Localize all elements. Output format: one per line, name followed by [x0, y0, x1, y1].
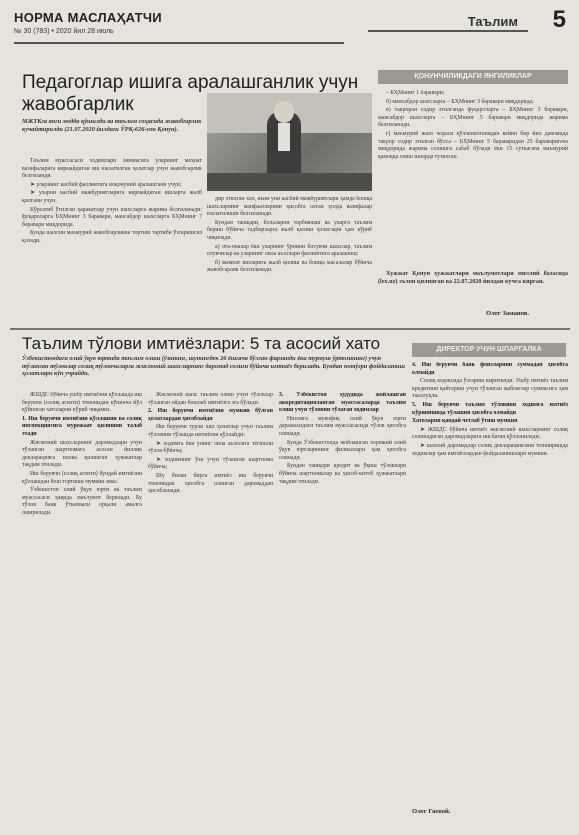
- article1-note-text: Хужжат Қонун ҳужжатлари маълумотлари миллий базасида (lex.uz) эълон қилинган ва 22.07.2020 йилдан кучга кирган.: [378, 270, 568, 285]
- article2-paragraph: ➤ ходимнинг ўзи учун тўланган шартнома бўйича;: [148, 456, 273, 471]
- article2-subheading: 4. Иш берувчи банк фоизларини суммадан ҳисобга олмайди: [412, 362, 568, 376]
- article1-paragraph: Таълим муассасаси ходимлари зиммасига уларнинг меҳнат вазифаларига кирмайдиган иш юклатилган ҳолатлар учун жавобгарлик белгиланди.: [22, 158, 202, 180]
- article2-title: Таълим тўлови имтиёзлари: 5 та асосий хато: [22, 334, 381, 353]
- article1-paragraph: а) ота-оналар ёки уларнинг ўрнини босувчи шахслар, таълим олувчилар ва уларнинг оила аъзолари фаолиятига аралашиш;: [207, 243, 372, 258]
- article2-subheading: 2. Иш берувчи имтиёзни мумкин бўлган ҳолатлардан ҳисоблайди: [148, 408, 273, 422]
- photo-person-head: [274, 101, 294, 123]
- article1-paragraph: б) мансабдор шахсларга – БҲМнинг 3 баравари миқдорида;: [386, 98, 534, 105]
- article1-lead: МЖТКга янги модда қўшилди ва таълим соҳасида жавобгарлик кучайтирилди (21.07.2020 йилдаги ЎРҚ-626-сон Қонун).: [22, 118, 202, 133]
- article1-paragraph: г) маъмурий жазо чораси қўлланилганидан кейин бир йил давомида такрор содир этилган бўлса – БҲМнинг 5 бараваридан 25 бараваригача миқдорида жарима солишга сабаб бўлади ёки 15 суткагача маъмурий қамоққа олиш назарда тутилган.: [378, 130, 568, 160]
- article1-paragraph: в) такроран содир этилганда фуқароларга – БҲМнинг 3 баравари, мансабдор шахсларга – БҲМнинг 5 баравари миқдорида жарима белгиланади.: [378, 107, 568, 129]
- article2-paragraph: Жисмоний шахсларнинг даромадлари учун тўланган шартномага асосан йиллик декларацияга илова қилинган ҳужжатлар тақдим этилади.: [22, 439, 142, 469]
- masthead-rule: [14, 42, 344, 44]
- article2-column-4: [412, 362, 568, 802]
- article1-column-1: [22, 158, 202, 324]
- article2-paragraph: Шу билан бирга имтиёз иш берувчи томонидан ҳисобга олинган даромаддан ҳисобланади.: [148, 472, 273, 495]
- article1-photo: [207, 93, 372, 191]
- article2-paragraph: Жисмоний шахс таълим олиш учун тўловлар тўланган ойдан бошлаб имтиёзга эга бўлади.: [148, 392, 273, 406]
- article1-author: Олег Заманов.: [486, 310, 530, 317]
- issue-info: № 30 (783) • 2020 йил 28 июль: [14, 28, 114, 35]
- article2-column-1: [22, 392, 142, 827]
- article2-column-3: [279, 392, 406, 827]
- article1-note: [378, 270, 568, 304]
- article1-paragraph: – БҲМнинг 1 баравари;: [386, 90, 445, 96]
- photo-desk: [207, 173, 372, 191]
- article2-author: Олег Гаевой.: [412, 808, 451, 815]
- page-number: 5: [552, 6, 566, 33]
- article2-paragraph: Низомга мувофиқ олий ўқув юрти даражасидаги таълим муассасасида тўлов ҳисобга олинади.: [279, 415, 406, 437]
- section-title: Таълим: [368, 14, 528, 32]
- article2-lead: Ўзбекистондаги олий ўқув юртида таълим олиш (ўзининг, шунингдек 26 ёшгача бўлган фарзанди ёки турмуш ўртоғининг) учун тўланган тўловлар солиқ тўловчиларга жисмоний шахсларнинг даромад солиғи бўйича имтиёз берилади. Бундан нотўғри фойдаланиш ҳолатлари кўп учрайди.: [22, 355, 405, 378]
- article2-column-2: [148, 392, 273, 827]
- article2-subheading: Хатоларни қандай четлаб ўтиш мумкин: [412, 418, 518, 425]
- photo-person-shirt: [278, 123, 290, 151]
- article2-subheading: 1. Иш берувчи имтиёзни қўллашни ва солиқ инспекциясига мурожаат қилишни талаб этади: [22, 415, 142, 437]
- article1-paragraph: ➤ уларни касбий мажбуриятларига кирмайдиган ишларга жалб қилгани учун.: [22, 190, 202, 204]
- article1-column-2: [207, 196, 372, 324]
- article2-paragraph: Солиқ кодексида ўзгариш киритилди. Ушбу имтиёз таълим кредитини қайтариш учун тўланган маблағлар суммасига ҳам тааллуқли.: [412, 378, 568, 400]
- section-divider: [10, 328, 570, 330]
- article2-subheading: 3. Ўзбекистон ҳудудида жойлашган аккредитацияланган муассасаларда таълим олиш учун тўловни тўлаган ходимлар: [279, 392, 406, 414]
- article2-paragraph: ЖШДС бўйича ушбу имтиёзни қўллашда иш берувчи (солиқ агенти) томонидан кўпинча йўл қўйилган хатоларни кўриб чиқамиз.: [22, 392, 142, 414]
- article2-paragraph: Ўзбекистон олий ўқув юрти ва таълим муассасаси ҳақида маълумот берилади. Бу тўлов банк ўтказмаси орқали амалга оширилади.: [22, 487, 142, 516]
- article1-paragraph: ➤ уларнинг касбий фаолиятига ноқонуний аралашгани учун;: [30, 181, 182, 188]
- article2-paragraph: Бундан ташқари кредит ва ўқиш тўловлари бўйича шартномалар ва ҳисоб-китоб ҳужжатлари тақдим этилади.: [279, 463, 406, 485]
- article1-paragraph: Бундан ташқари, болаларни тарбиялаш ва уларга таълим бериш бўйича тадбирларга жалб қилиш ҳолатлари ҳам кўриб чиқилади.: [207, 219, 372, 241]
- article2-paragraph: ➤ шахсий даромадлар солиқ декларациясини топширишда ходимлар ҳам имтиёзлардан фойдаланишлари мумкин.: [412, 442, 568, 457]
- article1-paragraph: дир этилган хол, яъни уни касбий мажбуриятлари ҳамда бошқа шахсларнинг манфаатларини ҳисобга олган ҳолда вазифалар юклатилиши белгиланади.: [207, 196, 372, 218]
- article1-paragraph: б) жамоат ишларига жалб қилиш ва бошқа масалалар бўйича жавобгарлик белгиланади.: [207, 259, 372, 274]
- article2-subheading: 5. Иш берувчи таълим тўловини ходимга имтиёз кўринишида тўлашни ҳисобга олмайди: [412, 401, 568, 416]
- article1-column-3: [378, 90, 568, 266]
- article2-paragraph: ➤ ходимга ёки унинг оила аъзосига тегишли тўлов бўйича;: [148, 440, 273, 455]
- sidebar2-heading: ДИРЕКТОР УЧУН ШПАРГАЛКА: [412, 343, 566, 357]
- article1-paragraph: Кўрсатиб ўтилган ҳаракатлар учун шахсларга жарима белгиланади: фуқароларга БҲМнинг 3 баравари, мансабдор шахсларга БҲМнинг 7 баравари миқдорида.: [22, 206, 202, 228]
- masthead: [10, 6, 570, 54]
- newspaper-title: НОРМА МАСЛАҲАТЧИ: [14, 10, 162, 25]
- article2-paragraph: Иш берувчи турли хил ҳолатлар учун таълим тўловини тўлашда имтиёзни қўллайди:: [148, 424, 273, 438]
- sidebar1-heading: ҚОНУНЧИЛИКДАГИ ЯНГИЛИКЛАР: [378, 70, 568, 84]
- article1-paragraph: Бунда шахсни маъмурий жавобгарликка тортиш тартиби ўзгаришсиз қолади.: [22, 230, 202, 244]
- article2-paragraph: ➤ ЖШДС бўйича имтиёз жисмоний шахсларнинг солиқ солинадиган даромадларига нисбатан қўлланилади;: [412, 426, 568, 441]
- article1-title: Педагоглар ишига аралашганлик учун жавобгарлик: [22, 72, 359, 115]
- article2-paragraph: Бунда Ўзбекистонда жойлашган хорижий олий ўқув юртларининг филиаллари ҳам ҳисобга олинади.: [279, 439, 406, 461]
- article2-paragraph: Иш берувчи (солиқ агенти) бундай имтиёзни қўллашдан бош тортиши мумкин эмас.: [22, 470, 142, 485]
